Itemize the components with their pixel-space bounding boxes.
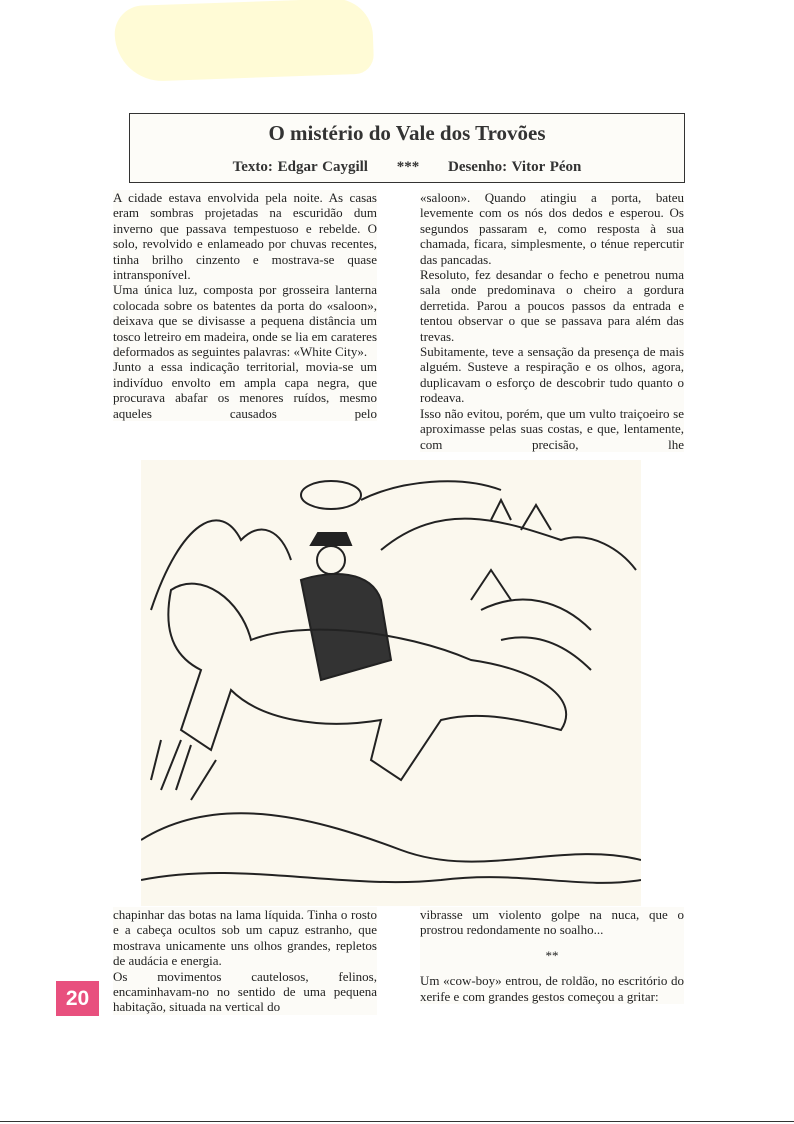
western-illustration (141, 460, 641, 906)
column-top-right (420, 190, 684, 452)
highlight-blob (114, 0, 374, 82)
paragraph: Um «cow-boy» entrou, de roldão, no escritório do xerife e com grandes gestos começou a gritar: (420, 973, 684, 1004)
paragraph: Os movimentos cautelosos, felinos, encaminhavam-no no sentido de uma pequena habitação, situada na vertical do (113, 968, 377, 1015)
page-number: 20 (56, 981, 99, 1016)
column-bottom-left (113, 907, 377, 1015)
text-credit: Texto: Edgar Caygill (232, 159, 368, 175)
credit-separator: *** (396, 159, 420, 175)
paragraph: Subitamente, teve a sensação da presença de mais alguém. Susteve a respiração e os olhos, agora, duplicavam o esforço de descobrir tudo quanto o rodeava. (420, 344, 684, 406)
paragraph: Resoluto, fez desandar o fecho e penetrou numa sala onde predominava o cheiro a gordura derretida. Parou a poucos passos da entrada e tentou observar o que se passava para além das trevas. (420, 267, 684, 344)
column-bottom-right (420, 907, 684, 1004)
paragraph: chapinhar das botas na lama líquida. Tinha o rosto e a cabeça ocultos sob um capuz estranho, que mostrava unicamente uns olhos grandes, repletos de audácia e energia. (113, 907, 377, 969)
column-top-left (113, 190, 377, 421)
paragraph: Uma única luz, composta por grosseira lanterna colocada sobre os batentes da porta do «saloon», deixava que se divisasse a pequena distância um tosco letreiro em madeira, onde se lia em carateres deformados as seguintes palavras: «White City». (113, 282, 377, 360)
drawing-credit: Desenho: Vitor Péon (447, 159, 582, 175)
paragraph: A cidade estava envolvida pela noite. As casas eram sombras projetadas na escuridão dum inverno que passava tempestuoso e rebelde. O solo, revolvido e enlameado por chuvas recentes, tinha brilho cinzento e mostrava-se quase intransponível. (113, 190, 377, 283)
cowboy-on-horse-illustration (141, 460, 641, 906)
paragraph: vibrasse um violento golpe na nuca, que o prostrou redondamente no soalho... (420, 907, 684, 938)
section-break: ** (545, 947, 559, 963)
credits (130, 159, 684, 176)
paragraph: «saloon». Quando atingiu a porta, bateu levemente com os nós dos dedos e esperou. Os segundos passaram e, como resposta à sua chamada, ficara, simplesmente, o ténue repercutir das pancadas. (420, 190, 684, 267)
bottom-divider (0, 1121, 794, 1122)
title-box (129, 113, 685, 183)
story-title: O mistério do Vale dos Trovões (268, 121, 546, 145)
paragraph: Junto a essa indicação territorial, movia-se um indivíduo envolto em ampla capa negra, que procurava abafar os menores ruídos, mesmo aqueles causados pelo (113, 359, 377, 421)
paragraph: Isso não evitou, porém, que um vulto traiçoeiro se aproximasse pelas suas costas, e que, lentamente, com precisão, lhe (420, 405, 684, 452)
